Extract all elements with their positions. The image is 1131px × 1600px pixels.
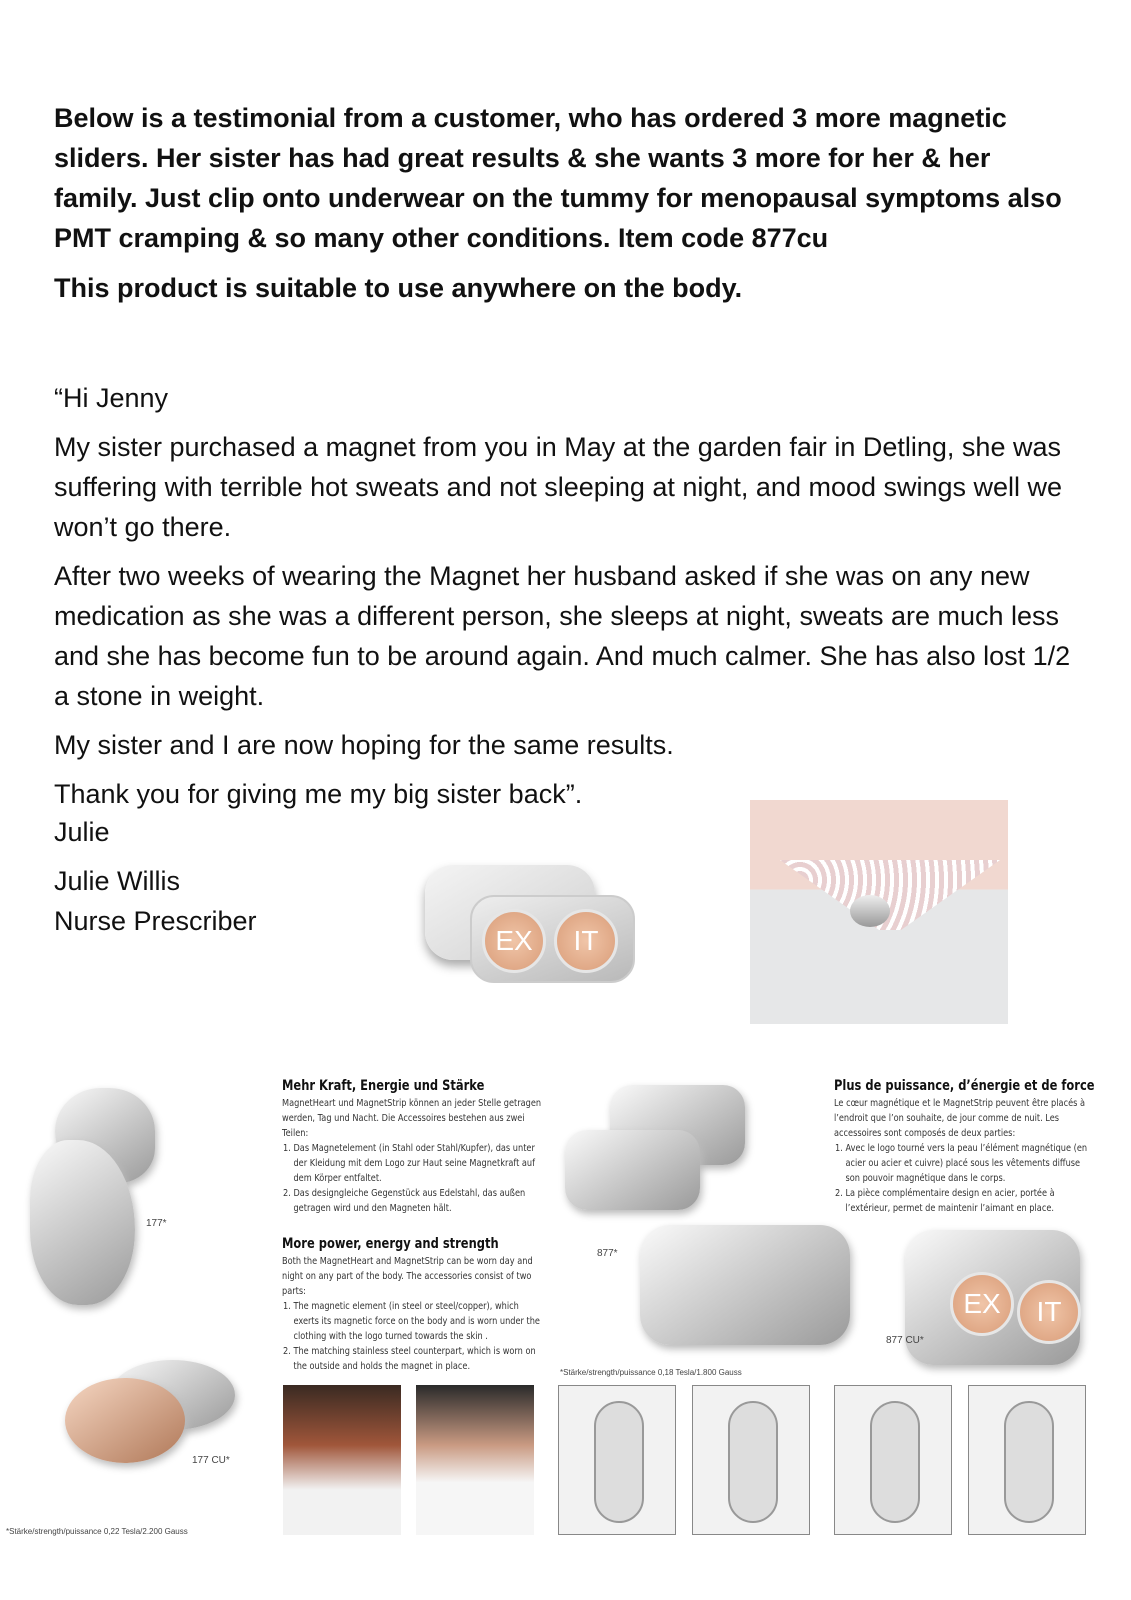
heart-magnet-177cu-image [65,1378,185,1463]
letter-paragraph: My sister purchased a magnet from you in May at the garden fair in Detling, she was suffering with terrible hot sweats and not sleeping at night, and mood swings well we won’t go there. [54,432,1063,542]
strip-magnet-image [565,1130,700,1210]
letter-paragraph: After two weeks of wearing the Magnet her husband asked if she was on any new medication as she was a different person, she sleeps at night, sweats are much less and she has become fun to be around again. And much calmer. She has also lost 1/2 a stone in weight. [54,561,1071,711]
french-title: Plus de puissance, d’énergie et de force [834,1078,1095,1094]
intro-text [54,98,1064,308]
label-877cu: 877 CU* [886,1335,924,1346]
label-177cu: 177 CU* [192,1455,230,1466]
ankle-illustration [692,1385,810,1535]
english-item: 2. The matching stainless steel counterpart, which is worn on the outside and holds the magnet in place. [293,1344,544,1374]
french-body: Le cœur magnétique et le MagnetStrip peuvent être placés à l’endroit que l’on souhaite, de jour comme de nuit. Les accessoires sont composés de deux parties: [834,1098,1086,1139]
logo-ex: EX [482,909,546,973]
english-description [282,1234,544,1374]
french-item: 1. Avec le logo tourné vers la peau l’élément magnétique (en acier ou acier et cuivre) placé sous les vêtements diffuse son pouvoir magnétique dans le corps. [845,1141,1096,1186]
intro-paragraph: Below is a testimonial from a customer, who has ordered 3 more magnetic sliders. Her sister has had great results & she wants 3 more for her & her family. Just clip onto underwear on the tummy for menopausal symptoms also PMT cramping & so many other conditions. Item code 877cu [54,103,1062,253]
logo-it: IT [1017,1280,1081,1344]
german-item: 1. Das Magnetelement (in Stahl oder Stahl/Kupfer), das unter der Kleidung mit dem Logo zur Haut seine Magnetkraft auf dem Körper entfaltet. [293,1141,544,1186]
hair-photo [283,1385,401,1535]
signature-name: Julie [54,817,110,847]
signature-full-name: Julie Willis [54,866,181,896]
letter-greeting: “Hi Jenny [54,383,169,413]
arm-illustration [968,1385,1086,1535]
german-title: Mehr Kraft, Energie und Stärke [282,1078,485,1094]
neck-photo [416,1385,534,1535]
chest-illustration [834,1385,952,1535]
english-body: Both the MagnetHeart and MagnetStrip can be worn day and night on any part of the body. The accessories consist of two parts: [282,1256,533,1297]
french-item: 2. La pièce complémentaire design en acier, portée à l’extérieur, permet de maintenir l’aimant en place. [845,1186,1096,1216]
english-title: More power, energy and strength [282,1236,499,1252]
logo-it: IT [554,909,618,973]
german-body: MagnetHeart und MagnetStrip können an jeder Stelle getragen werden, Tag und Nacht. Die Accessoires bestehen aus zwei Teilen: [282,1098,542,1139]
waist-illustration [558,1385,676,1535]
signature-title: Nurse Prescriber [54,906,257,936]
logo-ex: EX [950,1272,1014,1336]
french-description [834,1076,1096,1216]
english-item: 1. The magnetic element (in steel or steel/copper), which exerts its magnetic force on the body and is worn under the clothing with the logo turned towards the skin . [293,1299,544,1344]
german-item: 2. Das designgleiche Gegenstück aus Edelstahl, das außen getragen wird und den Magneten hält. [293,1186,544,1216]
strip-magnet-877-image [640,1225,850,1345]
magnet-877cu-image [425,865,635,985]
strip-magnet-877cu-image [905,1230,1080,1365]
testimonial-letter [54,378,1074,823]
label-877: 877* [597,1248,618,1259]
letter-paragraph: My sister and I are now hoping for the same results. [54,730,674,760]
german-description [282,1076,544,1216]
label-177: 177* [146,1218,167,1229]
footnote-877: *Stärke/strength/puissance 0,18 Tesla/1.800 Gauss [560,1368,742,1377]
footnote-177: *Stärke/strength/puissance 0,22 Tesla/2.200 Gauss [6,1527,188,1536]
intro-suitability: This product is suitable to use anywhere on the body. [54,273,743,303]
worn-magnet-photo [750,800,1008,1024]
letter-paragraph: Thank you for giving me my big sister back”. [54,779,583,809]
